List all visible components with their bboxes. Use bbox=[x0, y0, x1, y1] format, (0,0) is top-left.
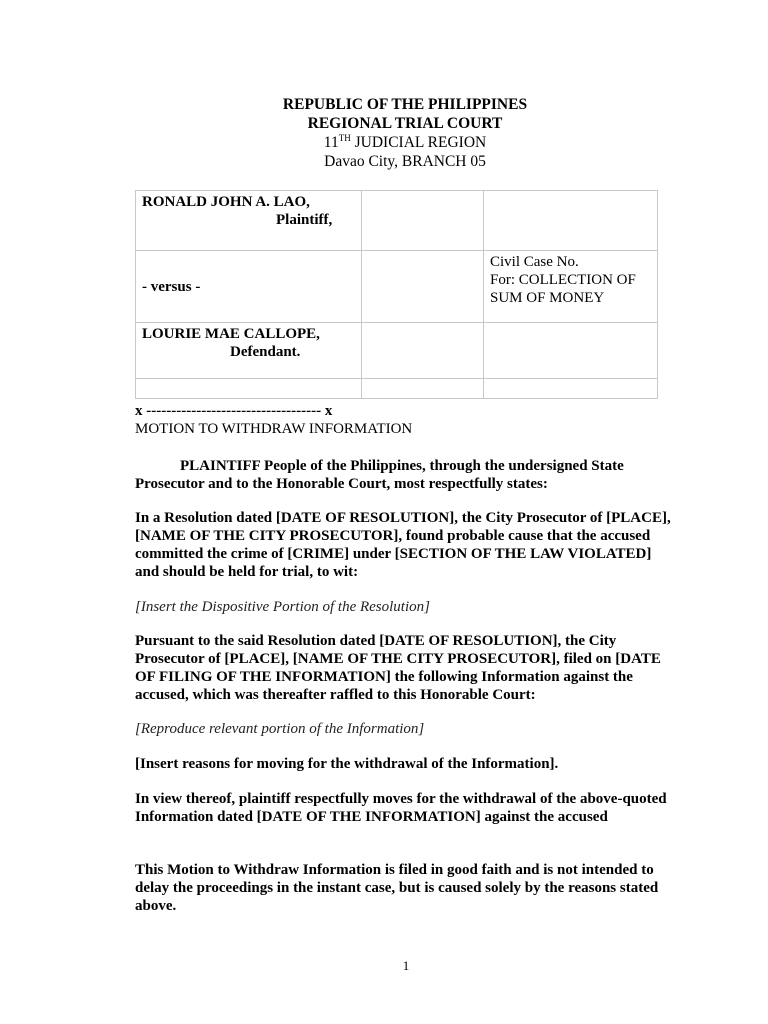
paragraph-dispositive-placeholder: [Insert the Dispositive Portion of the Resolution] bbox=[135, 599, 430, 615]
paragraph-resolution: In a Resolution dated [DATE OF RESOLUTION], the City Prosecutor of [PLACE], [NAME OF THE CITY PROSECUTOR], found probable cause that the accused committed the crime of [CRIME] under [SECTION OF THE LAW VIOLATED] and should be held for trial, to wit: bbox=[135, 510, 671, 580]
defendant-role: Defendant. bbox=[230, 344, 301, 360]
paragraph-reasons: [Insert reasons for moving for the withdrawal of the Information]. bbox=[135, 756, 559, 772]
paragraph-information-placeholder: [Reproduce relevant portion of the Information] bbox=[135, 721, 425, 737]
page-number: 1 bbox=[402, 958, 410, 973]
paragraph-information-filed: Pursuant to the said Resolution dated [DATE OF RESOLUTION], the City Prosecutor of [PLACE], [NAME OF THE CITY PROSECUTOR], filed on [DATE OF FILING OF THE INFORMATION] the following Information against the accused, which was thereafter raffled to this Honorable Court: bbox=[135, 633, 661, 703]
header-republic: REPUBLIC OF THE PHILIPPINES bbox=[282, 96, 528, 113]
case-info-cell bbox=[484, 251, 658, 323]
plaintiff-role: Plaintiff, bbox=[276, 212, 333, 228]
table-row bbox=[136, 251, 658, 323]
header-branch: Davao City, BRANCH 05 bbox=[324, 153, 486, 170]
case-nature: For: COLLECTION OF SUM OF MONEY bbox=[490, 272, 636, 306]
case-caption-table bbox=[135, 190, 658, 399]
caption-separator: x ----------------------------------- x bbox=[135, 403, 333, 419]
defendant-cell bbox=[136, 323, 362, 379]
paragraph-intro: PLAINTIFF People of the Philippines, through the undersigned State Prosecutor and to the Honorable Court, most respectfully states: bbox=[135, 458, 624, 492]
versus-cell bbox=[136, 251, 362, 323]
defendant-name: LOURIE MAE CALLOPE, bbox=[142, 326, 320, 342]
plaintiff-cell bbox=[136, 191, 362, 251]
case-number-label: Civil Case No. bbox=[490, 254, 579, 270]
header-court: REGIONAL TRIAL COURT bbox=[307, 115, 503, 132]
paragraph-good-faith: This Motion to Withdraw Information is filed in good faith and is not intended to delay the proceedings in the instant case, but is caused solely by the reasons stated above. bbox=[135, 862, 659, 914]
court-header bbox=[0, 95, 768, 171]
plaintiff-name: RONALD JOHN A. LAO, bbox=[142, 194, 310, 210]
versus-label: - versus - bbox=[142, 278, 201, 295]
motion-title: MOTION TO WITHDRAW INFORMATION bbox=[135, 421, 413, 437]
table-row bbox=[136, 323, 658, 379]
paragraph-prayer: In view thereof, plaintiff respectfully moves for the withdrawal of the above-quoted Information dated [DATE OF THE INFORMATION] against the accused bbox=[135, 791, 667, 825]
table-row bbox=[136, 379, 658, 399]
table-row bbox=[136, 191, 658, 251]
header-region: 11TH JUDICIAL REGION bbox=[323, 133, 487, 151]
